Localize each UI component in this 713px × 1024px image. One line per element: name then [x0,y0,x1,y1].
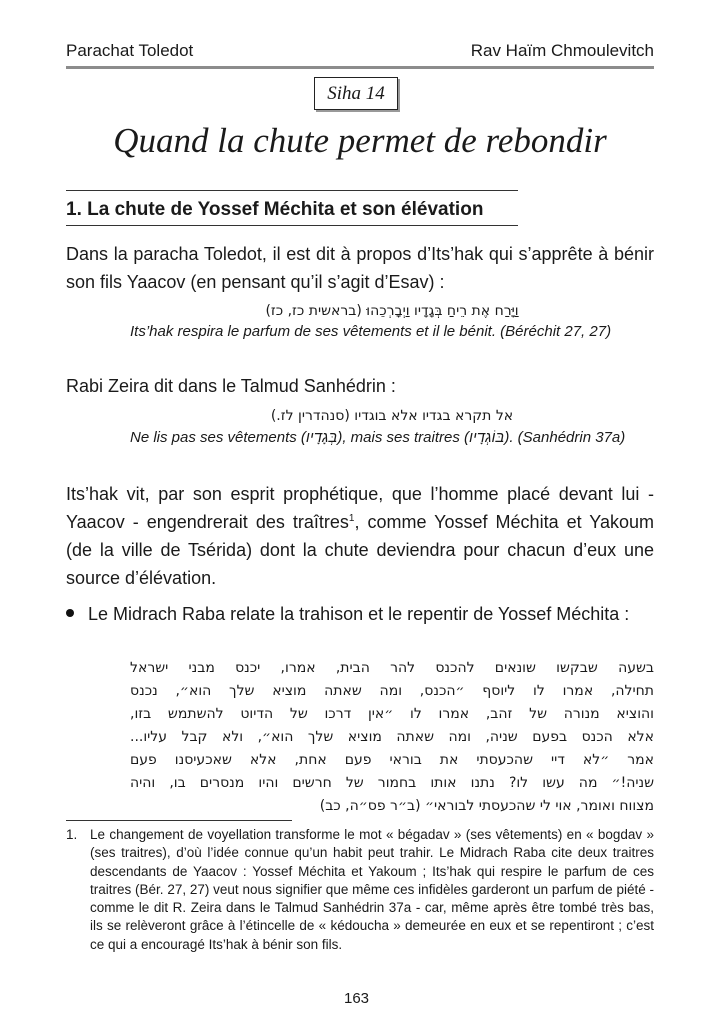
bullet-item-midrach [66,600,654,628]
footnote-text: Le changement de voyellation transforme le mot « bégadav » (ses vêtements) en « bogdav » (ses traitres), d’où l’idée connue qu’un habit peut trahir. Le Midrach Raba cite deux traitres descendants de Yaacov : Yossef Méchita et Yakoum ; Its’hak qui respire le parfum de ces traitres (Bér. 27, 27) veut nous signifier que même ces infidèles garderont un parfum de piété - comme le dit R. Zeira dans le Talmud Sanhédrin 37a - car, même après être tombé très bas, ils se relèveront grâce à l’étincelle de « kédoucha » demeurée en eux et se repentiront ; c’est ce qui a encouragé Its’hak à bénir son fils. [90,827,654,952]
hebrew-line: בשעה שבקשו שונאים להכנס להר הבית, אמרו, יכנס מבני ישראל [130,660,654,676]
paragraph-intro: Dans la paracha Toledot, il est dit à propos d’Its’hak qui s’apprête à bénir son fils Yaacov (en pensant qu’il s’agit d’Esav) : [66,244,654,292]
hebrew-line: והוציא מנורה של זהב, אמרו לו ״אין דרכו של הדיוט להשתמש בזו, [130,706,654,722]
paragraph-prophetic-part1: Its’hak vit, par son esprit prophétique, que l’homme placé devant lui - Yaacov - engendrerait des traîtres [66,484,654,532]
section-heading: 1. La chute de Yossef Méchita et son élévation [66,199,484,220]
hebrew-line: אלא הכנס בפעם שניה, ומה שאתה מוציא שלך הוא״, ולא קבל עליו... [130,729,654,745]
hebrew-line: מצווח ואומר, אוי לי שהכעסתי לבוראי״ (ב״ר פס״ה, כב) [319,798,654,814]
bullet-icon [66,609,74,617]
paragraph-prophetic-part2: , comme Yossef Méchita et Yakoum (de la ville de Tsérida) dont la chute deviendra pour chacun d’eux une source d’élévation. [66,512,654,588]
page-title: Quand la chute permet de rebondir [113,121,607,160]
paragraph-rabi-zeira: Rabi Zeira dit dans le Talmud Sanhédrin : [66,376,396,396]
quote-translation-1: Its’hak respira le parfum de ses vêtements et il le bénit. (Béréchit 27, 27) [130,323,612,340]
paragraph-prophetic [66,480,654,592]
hebrew-line: שניה!״ מה עשו לו? נתנו אותו בחמור של חרשים והיו מנסרים בו, והיה [130,775,654,791]
hebrew-line: אמר ״לא דיי שהכעסתי את בוראי פעם אחת, אלא שאכעיסנו פעם [130,752,654,768]
footnote-ref[interactable]: 1 [348,513,355,524]
section-bottom-rule [66,225,518,226]
hebrew-midrash-block [130,657,654,818]
bullet-text: Le Midrach Raba relate la trahison et le repentir de Yossef Méchita : [88,604,630,624]
section-top-rule [66,190,518,191]
header-parasha: Parachat Toledot [66,41,194,60]
footnote [66,826,654,954]
page-number: 163 [343,990,370,1007]
header-author: Rav Haïm Chmoulevitch [470,41,654,60]
footnote-separator [66,820,292,821]
hebrew-line: תחילה, אמרו לו ליוסף ״הכנס, ומה שאתה מוציא שלך הוא״, נכנס [130,683,654,699]
footnote-number: 1. [66,827,78,842]
hebrew-verse-2: אל תקרא בגדיו אלא בוגדיו (סנהדרין לז.) [270,408,514,424]
running-header [66,40,654,69]
hebrew-verse-1: וַיָּרַח אֶת רֵיחַ בְּגָדָיו וַיְבָרְכֵהוּ (בראשית כז, כז) [265,303,519,319]
siha-label-box: Siha 14 [314,77,398,110]
quote-translation-2: Ne lis pas ses vêtements (בְּגָדָיו), mais ses traitres (בּוֹגְדָיו). (Sanhédrin 37a) [130,429,626,446]
